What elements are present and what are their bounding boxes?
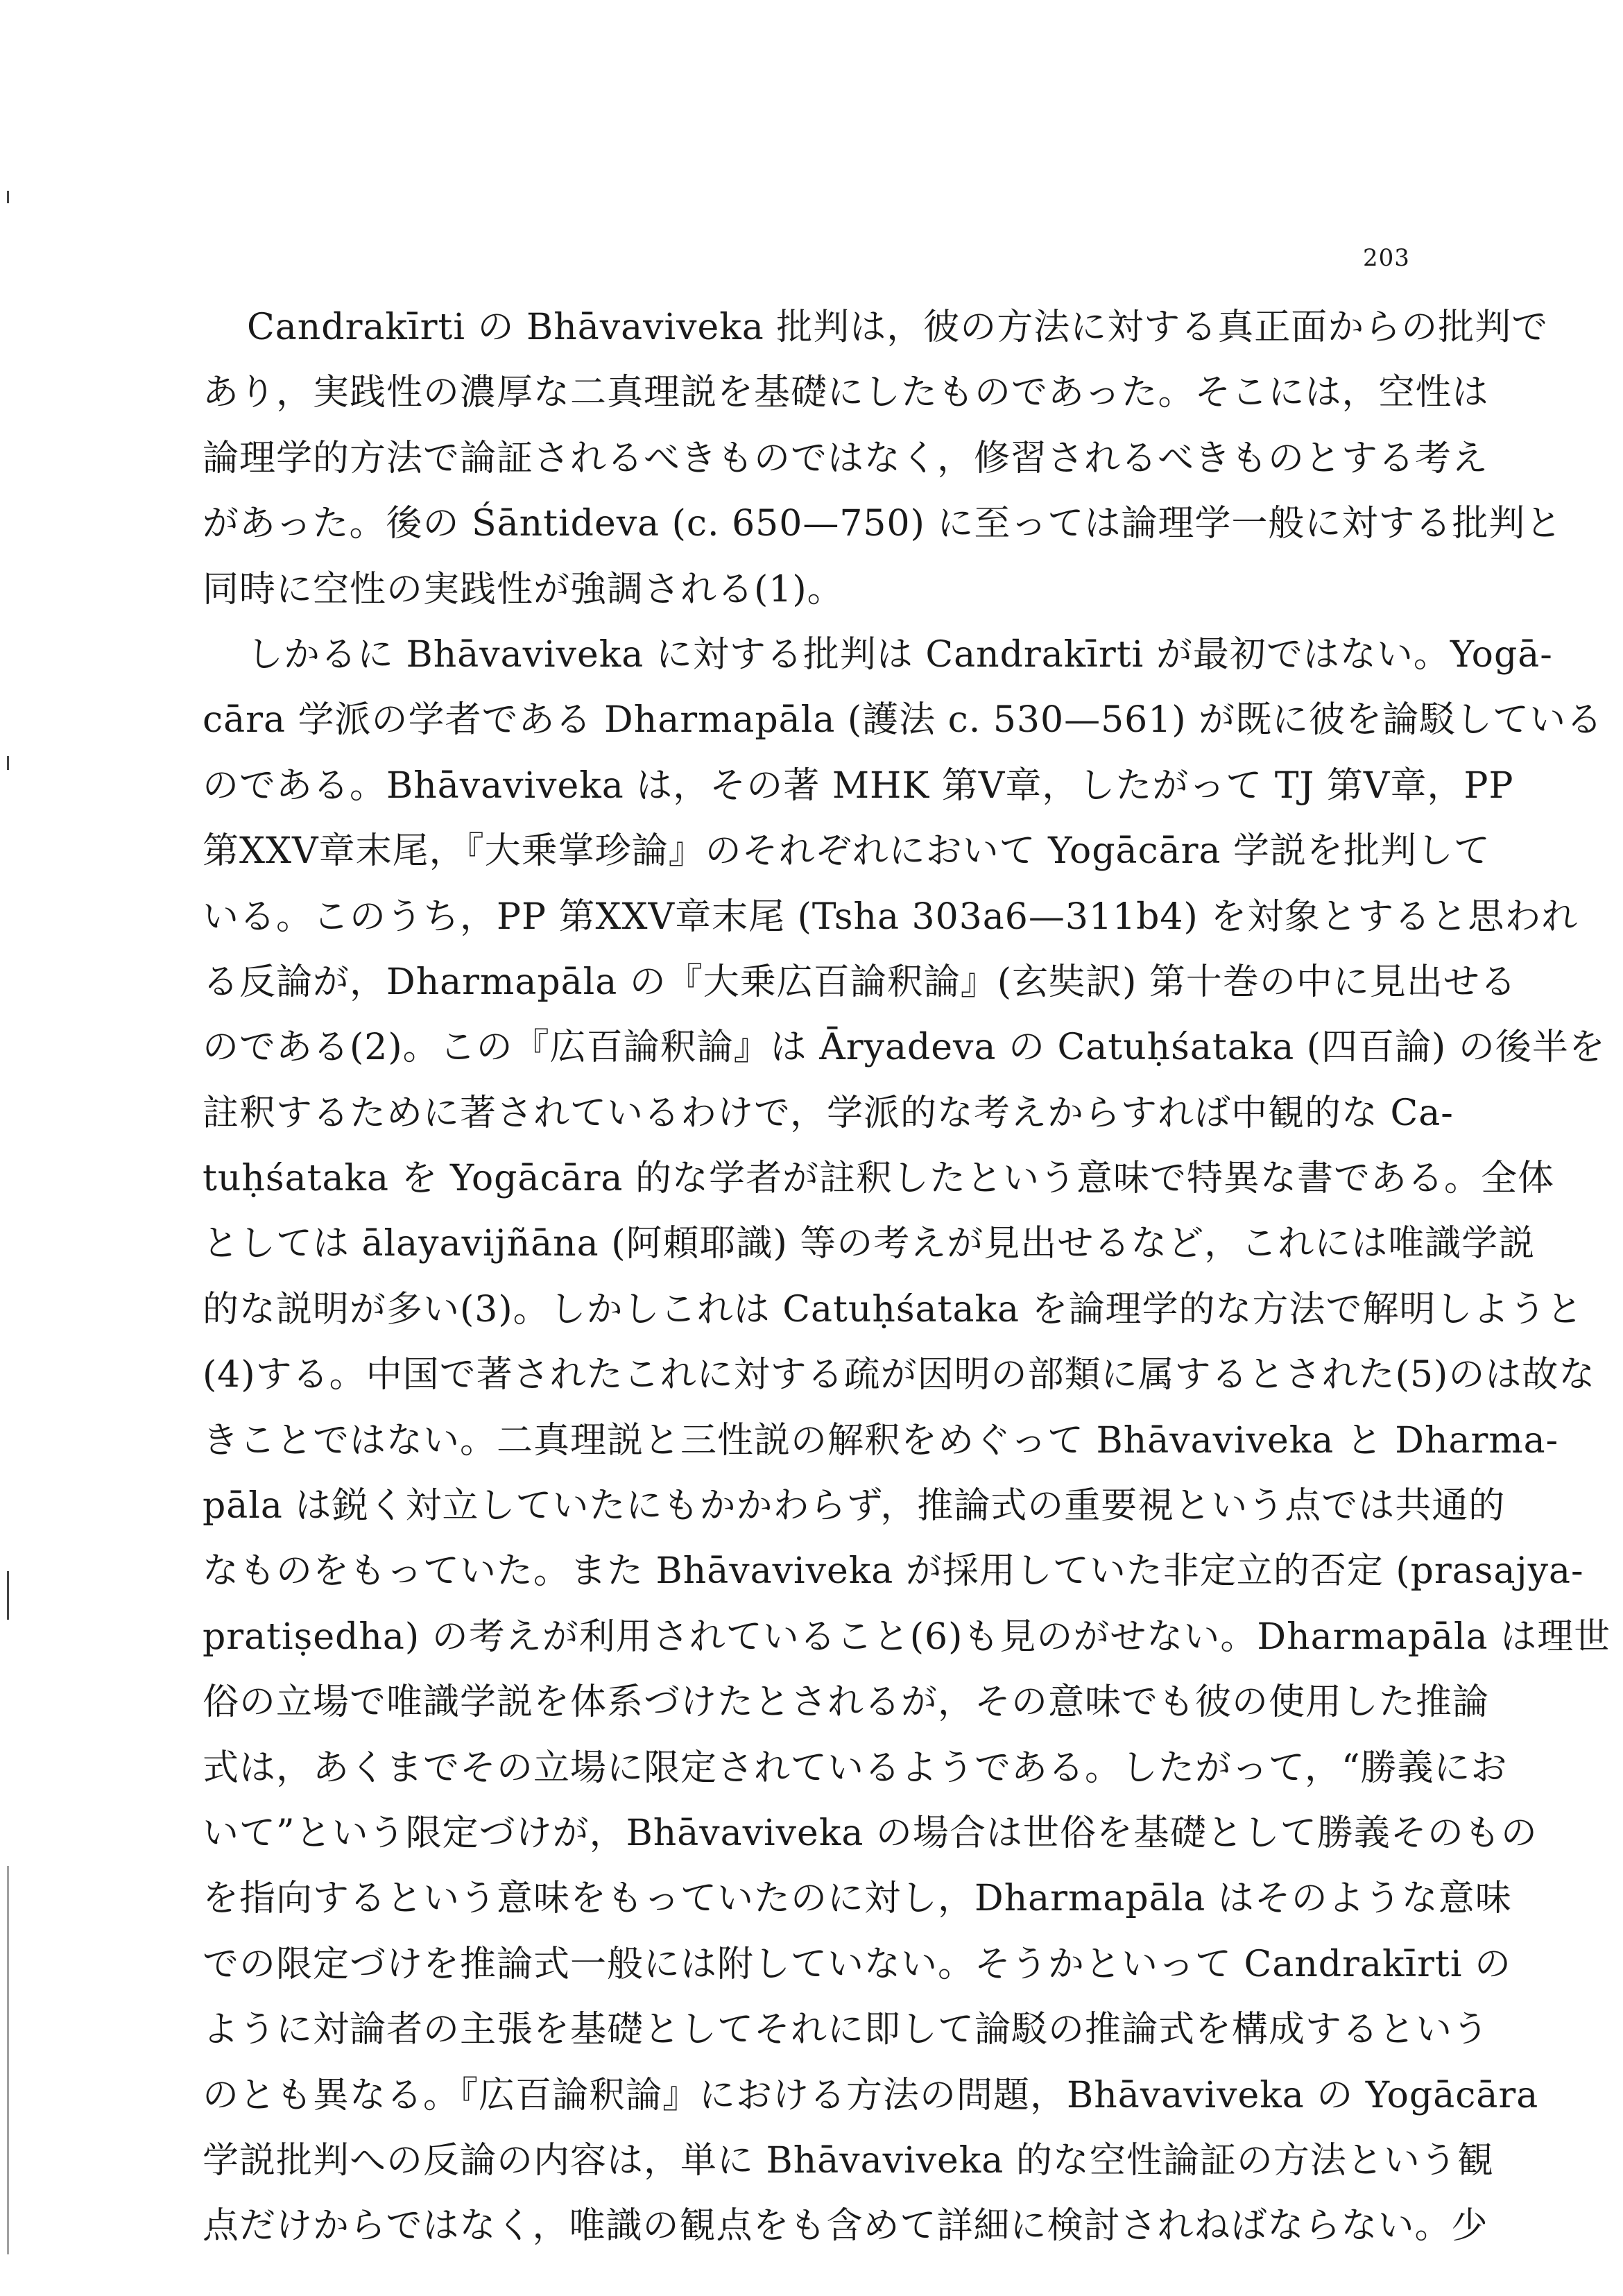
text-line: いて”という限定づけが，Bhāvaviveka の場合は世俗を基礎として勝義そのもの	[203, 1812, 1538, 1854]
text-line: (4)する。中国で著されたこれに対する疏が因明の部類に属するとされた(5)のは故な	[203, 1354, 1596, 1396]
text-line: があった。後の Śāntideva (c. 650—750) に至っては論理学一般に対する批判と	[203, 503, 1563, 545]
text-line: のである(2)。この『広百論釈論』は Āryadeva の Catuḥśataka (四百論) の後半を	[203, 1027, 1606, 1069]
text-line: Candrakīrti の Bhāvaviveka 批判は，彼の方法に対する真正面からの批判で	[247, 307, 1549, 348]
margin-mark	[7, 1571, 9, 1620]
body-text	[203, 295, 1611, 2259]
text-line: のである。Bhāvaviveka は，その著 MHK 第V章，したがって TJ 第V章，PP	[203, 764, 1514, 807]
text-line: 俗の立場で唯識学説を体系づけたとされるが，その意味でも彼の使用した推論	[203, 1681, 1490, 1724]
text-line: 同時に空性の実践性が強調される(1)。	[203, 568, 844, 610]
text-line: いる。このうち，PP 第XXV章末尾 (Tsha 303a6—311b4) を対象とすると思われ	[203, 896, 1579, 938]
text-line: 点だけからではなく，唯識の観点をも含めて詳細に検討されねばならない。少	[203, 2205, 1488, 2247]
margin-mark	[7, 756, 9, 770]
text-line: 的な説明が多い(3)。しかしこれは Catuḥśataka を論理学的な方法で解明しようと	[203, 1288, 1583, 1330]
text-line: 論理学的方法で論証されるべきものではなく，修習されるべきものとする考え	[203, 437, 1488, 479]
text-line: しかるに Bhāvaviveka に対する批判は Candrakīrti が最初ではない。Yogā-	[247, 633, 1553, 676]
text-line: きことではない。二真理説と三性説の解釈をめぐって Bhāvaviveka と Dharma-	[203, 1419, 1559, 1462]
text-line: る反論が，Dharmapāla の『大乗広百論釈論』(玄奘訳) 第十巻の中に見出せる	[203, 961, 1517, 1003]
text-line: pratiṣedha) の考えが利用されていること(6)も見のがせない。Dharmapāla は理世	[203, 1616, 1611, 1658]
text-line: としては ālayavijñāna (阿頼耶識) 等の考えが見出せるなど，これには唯識学説	[203, 1223, 1536, 1265]
text-line: なものをもっていた。また Bhāvaviveka が採用していた非定立的否定 (prasajya-	[203, 1550, 1584, 1593]
text-line: のとも異なる。『広百論釈論』における方法の問題，Bhāvaviveka の Yogācāra	[203, 2074, 1539, 2116]
text-line: 式は，あくまでその立場に限定されているようである。したがって，“勝義にお	[203, 1747, 1508, 1789]
text-line: 註釈するために著されているわけで，学派的な考えからすれば中観的な Ca-	[203, 1092, 1454, 1134]
text-line: 学説批判への反論の内容は，単に Bhāvaviveka 的な空性論証の方法という観	[203, 2139, 1494, 2182]
text-line: を指向するという意味をもっていたのに対し，Dharmapāla はそのような意味	[203, 1878, 1512, 1920]
page-number: 203	[1363, 244, 1410, 272]
text-line: tuḥśataka を Yogācāra 的な学者が註釈したという意味で特異な書である。全体	[203, 1158, 1554, 1200]
text-line: pāla は鋭く対立していたにもかかわらず，推論式の重要視という点では共通的	[203, 1485, 1506, 1527]
text-line: ように対論者の主張を基礎としてそれに即して論駁の推論式を構成するという	[203, 2009, 1490, 2051]
margin-mark	[7, 191, 9, 203]
text-line: での限定づけを推論式一般には附していない。そうかといって Candrakīrti の	[203, 1943, 1512, 1985]
margin-mark	[7, 1866, 9, 2254]
text-line: 第XXV章末尾，『大乗掌珍論』のそれぞれにおいて Yogācāra 学説を批判して	[203, 830, 1491, 873]
text-line: cāra 学派の学者である Dharmapāla (護法 c. 530—561) が既に彼を論駁している	[203, 699, 1604, 742]
text-line: あり，実践性の濃厚な二真理説を基礎にしたものであった。そこには，空性は	[203, 372, 1489, 414]
